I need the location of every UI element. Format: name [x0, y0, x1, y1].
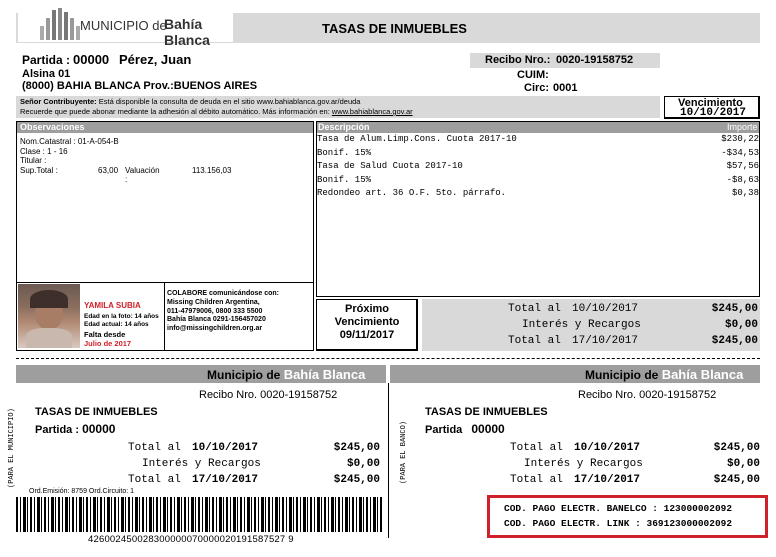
cod-pago-box	[487, 495, 768, 538]
stub-title-banco: TASAS DE INMUEBLES	[425, 406, 548, 418]
logo-text-city: Bahía Blanca	[164, 16, 210, 48]
total-row: Total al 17/10/2017 $245,00	[128, 474, 380, 486]
circ-value: 0001	[553, 82, 578, 94]
missing-date: Julio de 2017	[84, 339, 132, 348]
list-item: Bonif. 15% -$8,63	[317, 174, 759, 185]
vencimiento-label: Vencimiento	[678, 97, 743, 109]
notice-text-1: Está disponible la consulta de deuda en el sitio www.bahiablanca.gov.ar/deuda	[98, 97, 361, 106]
missing-age-photo: Edad en la foto: 14 años	[84, 313, 159, 320]
descripcion-items	[317, 133, 759, 201]
total-row: Total al 10/10/2017 $245,00	[508, 303, 758, 315]
proximo-label-2: Vencimiento	[334, 316, 400, 328]
missing-name: YAMILA SUBIA	[84, 301, 141, 310]
collab-info: COLABORE comunicándose con: Missing Children Argentina, 011-47979006, 0800 333 5500 Bahía Blanca 0291-156457020 info@missingchildren.org.ar	[167, 290, 280, 333]
stub-recibo-banco: Recibo Nro. 0020-19158752	[578, 389, 717, 401]
cuim-label: CUIM:	[517, 69, 549, 81]
total-row: Total al 17/10/2017 $245,00	[510, 474, 760, 486]
total-row: Interés y Recargos $0,00	[142, 458, 380, 470]
stub-partida-banco: Partida 00000	[425, 422, 505, 436]
obs-line-nom: Nom.Catastral : 01-A-054-B	[20, 137, 119, 146]
totals-main	[422, 301, 758, 349]
stub-separator	[388, 383, 389, 538]
missing-age-current: Edad actual: 14 años	[84, 321, 149, 328]
recibo-label: Recibo Nro.:	[485, 54, 551, 66]
partida-label: Partida :	[22, 53, 71, 67]
vencimiento-date: 10/10/2017	[680, 107, 747, 119]
obs-line-sup: Sup.Total : 63,00 Valuación : 113.156,03	[20, 165, 232, 184]
obs-line-titular: Titular :	[20, 156, 47, 165]
side-label-banco: (PARA EL BANCO)	[400, 420, 408, 484]
stub-muni-label-banco: Municipio de Bahía Blanca	[585, 367, 744, 382]
notice-label: Señor Contribuyente:	[20, 97, 97, 106]
cod-banelco: COD. PAGO ELECTR. BANELCO : 123000002092	[504, 503, 733, 514]
notice-text-2: Recuerde que puede abonar mediante la adhesión al débito automático. Más información en:	[20, 107, 330, 116]
total-row: Total al 10/10/2017 $245,00	[510, 442, 760, 454]
missing-since: Falta desde	[84, 330, 126, 339]
barcode-number: 426002450028300000070000020191587527 9	[88, 534, 294, 545]
owner-name: Pérez, Juan	[119, 52, 192, 67]
total-row: Total al 10/10/2017 $245,00	[128, 442, 380, 454]
list-item: Bonif. 15% -$34,53	[317, 147, 759, 158]
obs-line-clase: Clase : 1 - 16	[20, 146, 68, 156]
stub-title: TASAS DE INMUEBLES	[35, 406, 158, 418]
proximo-label-1: Próximo	[344, 303, 389, 315]
address-line-1: Alsina 01	[22, 68, 71, 80]
circ-label: Circ:	[524, 82, 550, 94]
missing-separator	[164, 283, 165, 351]
recibo-value: 0020-19158752	[556, 54, 634, 66]
list-item: Tasa de Salud Cuota 2017-10 $57,56	[317, 161, 759, 171]
notice-link[interactable]: www.bahiablanca.gov.ar	[331, 107, 413, 116]
notice-line-2	[20, 107, 413, 116]
observaciones-content	[20, 137, 232, 184]
cut-line	[16, 358, 760, 359]
notice-line-1	[20, 97, 360, 106]
missing-divider	[16, 282, 314, 283]
side-label-municipio: (PARA EL MUNICIPIO)	[8, 408, 16, 488]
stub-totals-municipio	[40, 440, 380, 488]
descripcion-header	[317, 122, 759, 133]
descripcion-title: Descripción	[318, 122, 370, 132]
cod-link: COD. PAGO ELECTR. LINK : 369123000002092	[504, 518, 733, 529]
total-row: Interés y Recargos $0,00	[522, 319, 758, 331]
stub-partida: Partida : 00000	[35, 422, 116, 436]
partida-value: 00000	[73, 52, 110, 67]
observaciones-title: Observaciones	[20, 122, 85, 132]
list-item: Redondeo art. 36 O.F. 5to. párrafo. $0,38	[317, 188, 759, 198]
page-title: TASAS DE INMUEBLES	[322, 21, 467, 36]
logo	[18, 4, 233, 48]
address-line-2: (8000) BAHIA BLANCA Prov.:BUENOS AIRES	[22, 80, 258, 92]
ord-emision: Ord.Emisión: 8759 Ord.Circuito: 1	[29, 488, 135, 495]
barcode	[16, 497, 384, 532]
total-row: Interés y Recargos $0,00	[524, 458, 760, 470]
importe-title: Importe	[727, 122, 758, 132]
logo-text-municipio: MUNICIPIO de	[80, 18, 167, 33]
total-row: Total al 17/10/2017 $245,00	[508, 335, 758, 347]
list-item: Tasa de Alum.Limp.Cons. Cuota 2017-10 $230,22	[317, 134, 759, 144]
stub-totals-banco	[420, 440, 760, 488]
stub-muni-label: Municipio de Bahía Blanca	[207, 367, 366, 382]
proximo-date: 09/11/2017	[339, 329, 395, 341]
stub-recibo: Recibo Nro. 0020-19158752	[199, 389, 338, 401]
missing-photo	[18, 284, 80, 348]
